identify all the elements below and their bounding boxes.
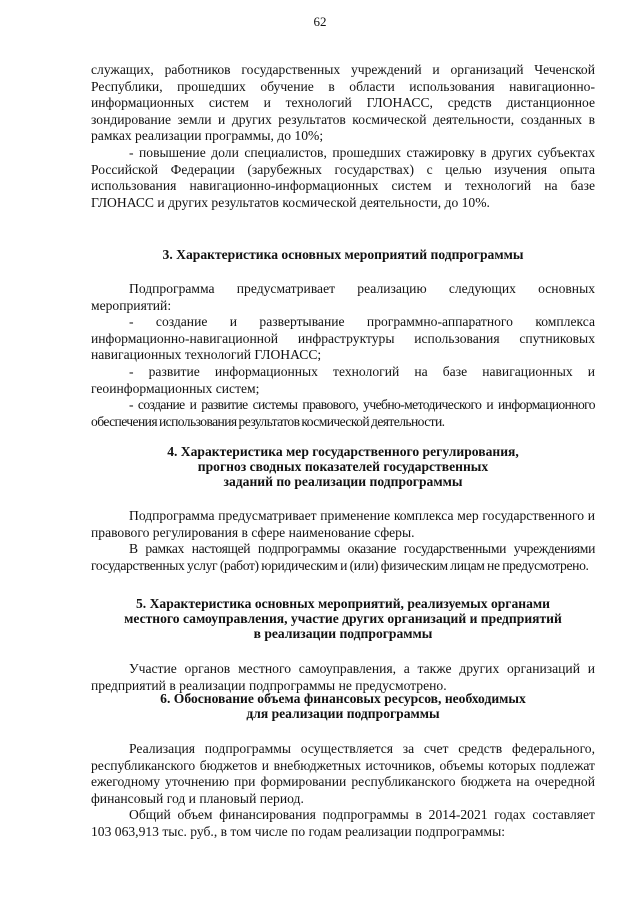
section-3-paragraph: Подпрограмма предусматривает реализацию следующих основных мероприятий: bbox=[91, 281, 595, 313]
section-4 bbox=[91, 444, 595, 574]
section-4-title bbox=[91, 444, 595, 489]
section-4-paragraph-2: В рамках настоящей подпрограммы оказание государственными учреждениями государственных услуг (работ) юридическим и (или) физическим лицам не предусмотрено. bbox=[91, 541, 595, 573]
section-5 bbox=[91, 596, 595, 694]
section-6-title bbox=[91, 691, 595, 721]
intro-paragraph-1: служащих, работников государственных учреждений и организаций Чеченской Республики, прошедших обучение в области использования навигационно-информационных систем и технологий ГЛОНАСС, средств дистанционное зондирование земли и других результатов космической деятельности, созданных в рамках реализации программы, до 10%; bbox=[91, 62, 595, 144]
section-4-title-line-1: 4. Характеристика мер государственного регулирования, bbox=[167, 444, 519, 459]
section-3 bbox=[91, 247, 595, 430]
section-5-title bbox=[91, 596, 595, 641]
section-3-title: 3. Характеристика основных мероприятий подпрограммы bbox=[162, 247, 524, 262]
section-6-title-line-2: для реализации подпрограммы bbox=[246, 706, 440, 721]
section-6-title-line-1: 6. Обоснование объема финансовых ресурсов, необходимых bbox=[160, 691, 526, 706]
section-3-item-1: - создание и развертывание программно-аппаратного комплекса информационно-навигационной инфраструктуры использования спутниковых навигационных технологий ГЛОНАСС; bbox=[91, 314, 595, 363]
section-5-title-line-2: местного самоуправления, участие других организаций и предприятий bbox=[124, 611, 562, 626]
section-5-title-line-3: в реализации подпрограммы bbox=[253, 626, 433, 641]
section-6-paragraph-2: Общий объем финансирования подпрограммы в 2014-2021 годах составляет 103 063,913 тыс. руб., в том числе по годам реализации подпрограммы: bbox=[91, 807, 595, 839]
intro-paragraph-2: - повышение доли специалистов, прошедших стажировку в других субъектах Российской Федерации (зарубежных государствах) с целью изучения опыта использования навигационно-информационных систем и технологий на базе ГЛОНАСС и других результатов космической деятельности, до 10%. bbox=[91, 144, 595, 210]
section-3-item-3: - создание и развитие системы правового, учебно-методического и информационного обеспечения использования результатов космической деятельности. bbox=[91, 397, 595, 429]
section-4-paragraph-1: Подпрограмма предусматривает применение комплекса мер государственного и правового регулирования в сфере наименование сферы. bbox=[91, 508, 595, 540]
intro-block bbox=[91, 62, 595, 211]
section-3-item-2: - развитие информационных технологий на базе навигационных и геоинформационных систем; bbox=[91, 363, 595, 396]
section-6 bbox=[91, 691, 595, 841]
section-4-title-line-3: заданий по реализации подпрограммы bbox=[223, 474, 463, 489]
section-5-title-line-1: 5. Характеристика основных мероприятий, реализуемых органами bbox=[135, 596, 550, 611]
section-6-paragraph-1: Реализация подпрограммы осуществляется за счет средств федерального, республиканского бюджетов и внебюджетных источников, объемы которых подлежат ежегодному уточнению при формировании республиканского бюджета на очередной финансовый год и плановый период. bbox=[91, 741, 595, 806]
section-5-paragraph: Участие органов местного самоуправления, а также других организаций и предприятий в реализации подпрограммы не предусмотрено. bbox=[91, 661, 595, 693]
section-4-title-line-2: прогноз сводных показателей государственных bbox=[197, 459, 489, 474]
page-number: 62 bbox=[313, 14, 327, 29]
